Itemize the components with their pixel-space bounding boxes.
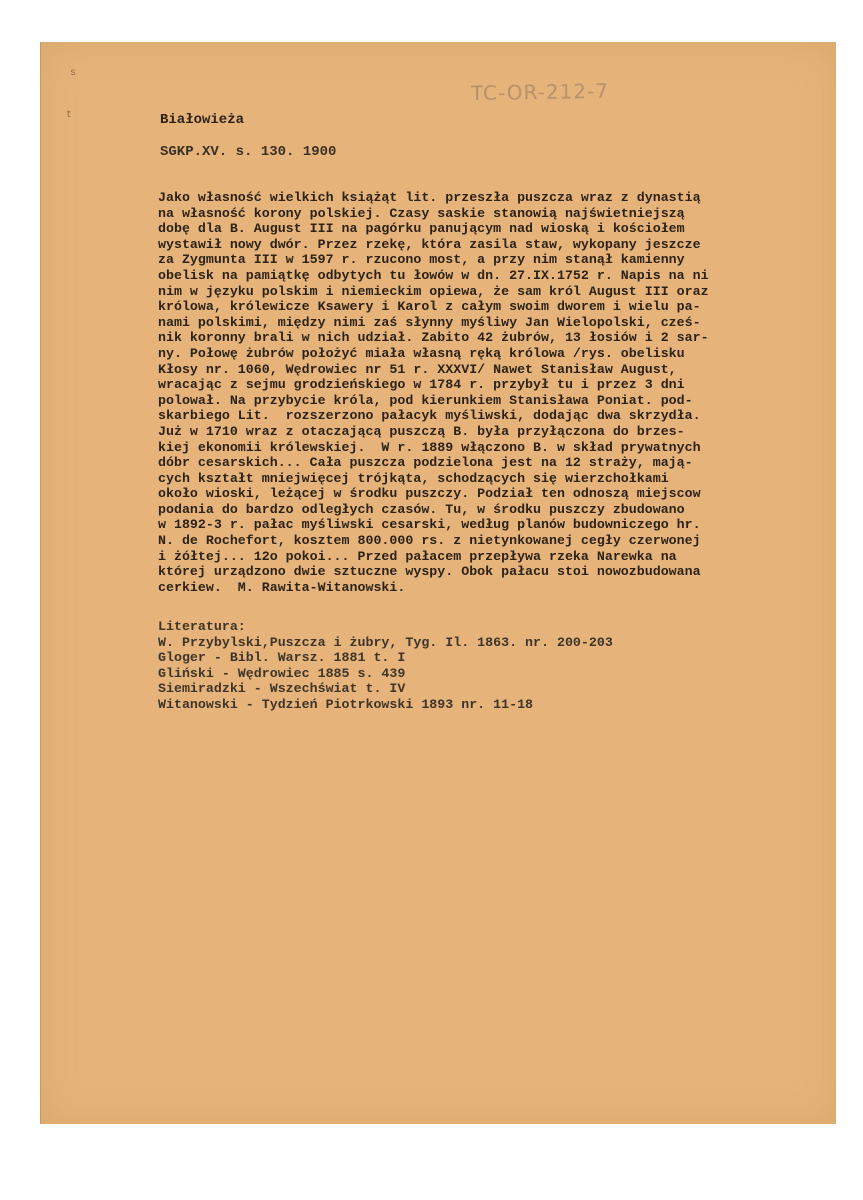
literature-item: Gliński - Wędrowiec 1885 s. 439 <box>158 665 406 681</box>
body-line: podania do bardzo odległych czasów. Tu, w środku puszczy zbudowano <box>158 501 685 517</box>
body-line: nik koronny brali w nich udział. Zabito 42 żubrów, 13 łosiów i 2 sar- <box>158 330 709 346</box>
body-line: na własność korony polskiej. Czasy saskie stanowią najświetniejszą <box>158 205 685 221</box>
margin-mark: t <box>66 110 73 121</box>
body-line: za Zygmunta III w 1597 r. rzucono most, a przy nim stanął kamienny <box>158 252 685 268</box>
body-line: cerkiew. M. Rawita-Witanowski. <box>158 579 406 595</box>
body-line: królowa, królewicze Ksawery i Karol z całym swoim dworem i wielu pa- <box>158 299 701 315</box>
archive-number: TC-OR-212-7 <box>470 78 610 106</box>
body-line: około wioski, leżącej w środku puszczy. Podział ten odnoszą miejscow <box>158 486 701 502</box>
body-text <box>158 190 709 595</box>
body-line: N. de Rochefort, kosztem 800.000 rs. z nietynkowanej cegły czerwonej <box>158 533 701 549</box>
body-line: ny. Połowę żubrów położyć miała własną ręką królowa /rys. obelisku <box>158 345 685 361</box>
body-line: obelisk na pamiątkę odbytych tu łowów w dn. 27.IX.1752 r. Napis na ni <box>158 267 709 283</box>
body-line: kiej ekonomii królewskiej. W r. 1889 włączono B. w skład prywatnych <box>158 439 701 455</box>
literature-item: W. Przybylski,Puszcza i żubry, Tyg. Il. 1863. nr. 200-203 <box>158 634 613 650</box>
body-line: dóbr cesarskich... Cała puszcza podzielona jest na 12 straży, mają- <box>158 455 693 471</box>
literature-item: Witanowski - Tydzień Piotrkowski 1893 nr. 11-18 <box>158 696 534 712</box>
body-line: polował. Na przybycie króla, pod kierunkiem Stanisława Poniat. pod- <box>158 392 693 408</box>
margin-mark: s <box>70 68 77 79</box>
body-line: wystawił nowy dwór. Przez rzekę, która zasila staw, wykopany jeszcze <box>158 236 701 252</box>
body-line: i żółtej... 12o pokoi... Przed pałacem przepływa rzeka Narewka na <box>158 548 677 564</box>
body-line: Jako własność wielkich książąt lit. przeszła puszcza wraz z dynastią <box>158 190 701 205</box>
literature-item: Gloger - Bibl. Warsz. 1881 t. I <box>158 650 406 666</box>
body-line: Już w 1710 wraz z otaczającą puszczą B. była przyłączona do brzes- <box>158 423 685 439</box>
literature-heading: Literatura: <box>158 619 246 634</box>
body-line: skarbiego Lit. rozszerzono pałacyk myśliwski, dodając dwa skrzydła. <box>158 408 701 424</box>
body-line: nim w języku polskim i niemieckim opiewa, że sam król August III oraz <box>158 283 709 299</box>
body-line: nami polskimi, między nimi zaś słynny myśliwy Jan Wielopolski, cześ- <box>158 314 701 330</box>
source-reference: SGKP.XV. s. 130. 1900 <box>160 144 337 160</box>
literature-item: Siemiradzki - Wszechświat t. IV <box>158 681 406 697</box>
body-line: wracając z sejmu grodzieńskiego w 1784 r. przybył tu i przez 3 dni <box>158 377 685 393</box>
body-line: której urządzono dwie sztuczne wyspy. Obok pałacu stoi nowozbudowana <box>158 564 701 580</box>
body-line: cych kształt mniejwięcej trójkąta, schodzących się wierzchołkami <box>158 470 669 486</box>
literature-list <box>158 619 613 713</box>
body-line: Kłosy nr. 1060, Wędrowiec nr 51 r. XXXVI/ Nawet Stanisław August, <box>158 361 677 377</box>
document-heading: Białowieża <box>160 112 245 128</box>
body-line: w 1892-3 r. pałac myśliwski cesarski, według planów budowniczego hr. <box>158 517 701 533</box>
body-line: dobę dla B. August III na pagórku panującym nad wioską i kościołem <box>158 221 685 237</box>
